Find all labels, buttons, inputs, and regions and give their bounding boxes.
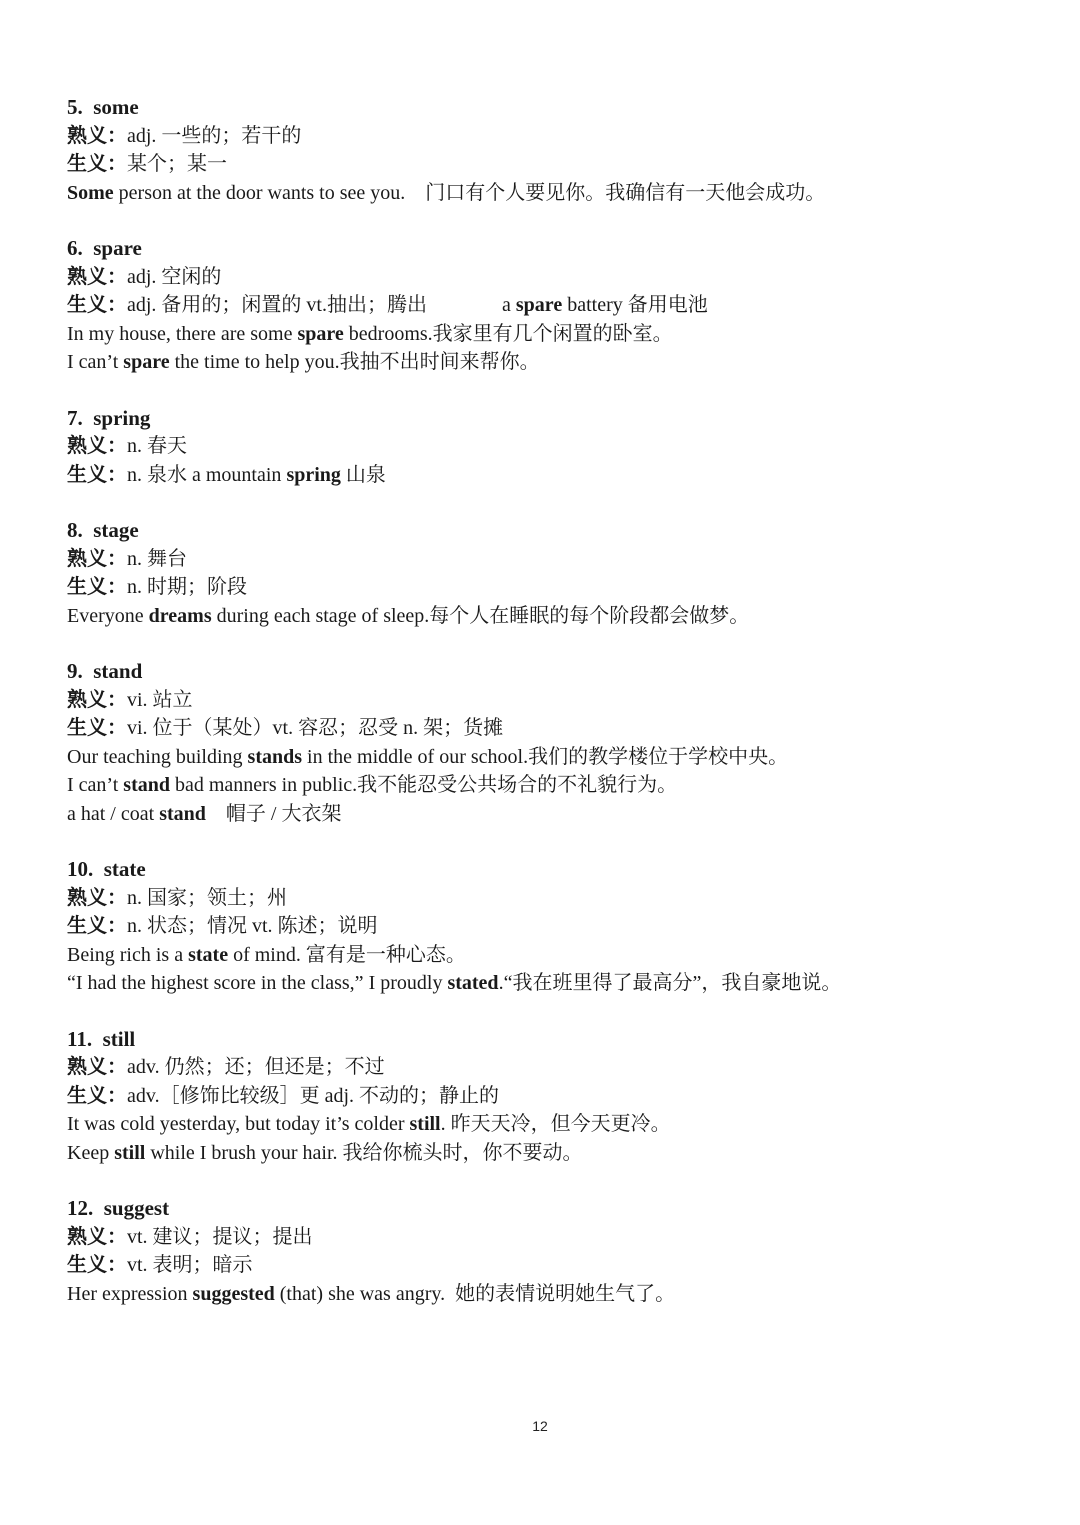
rare-meaning-line xyxy=(67,1082,1027,1111)
common-meaning-label: 熟义： xyxy=(67,435,127,457)
rare-meaning-label: 生义： xyxy=(67,153,127,175)
highlighted-word: Some xyxy=(67,181,114,204)
rare-meaning-line xyxy=(67,1251,1027,1280)
common-meaning-line xyxy=(67,1053,1027,1082)
rare-meaning-label: 生义： xyxy=(67,717,127,739)
example-text: person at the door wants to see you. 门口有个人要见你。我确信有一天他会成功。 xyxy=(113,181,826,204)
rare-meaning-text: vt. 表明；暗示 xyxy=(127,1254,253,1276)
rare-meaning-line xyxy=(67,291,1027,320)
highlighted-word: still xyxy=(409,1113,441,1135)
common-meaning-text: vi. 站立 xyxy=(127,688,193,711)
common-meaning-line xyxy=(67,432,1027,461)
example-text: during each stage of sleep.每个人在睡眠的每个阶段都会做梦。 xyxy=(211,604,750,627)
vocab-entry xyxy=(67,657,1027,828)
example-text: 帽子 / 大衣架 xyxy=(205,802,342,825)
highlighted-word: spare xyxy=(297,322,344,345)
rare-meaning-line xyxy=(67,461,1027,490)
entry-headword: 11. still xyxy=(67,1026,136,1051)
highlighted-word: state xyxy=(188,943,229,966)
entry-headword: 9. stand xyxy=(67,659,143,683)
example-sentence xyxy=(67,320,1027,349)
example-text: battery 备用电池 xyxy=(562,294,708,316)
example-sentence xyxy=(67,348,1027,377)
rare-meaning-label: 生义： xyxy=(67,576,127,598)
common-meaning-label: 熟义： xyxy=(67,265,127,288)
highlighted-word: suggested xyxy=(192,1282,275,1305)
rare-meaning-text: n. 泉水 a mountain xyxy=(127,463,287,486)
common-meaning-text: vt. 建议；提议；提出 xyxy=(127,1225,313,1248)
highlighted-word: stand xyxy=(123,774,170,796)
entry-headword: 6. spare xyxy=(67,236,142,260)
example-text: I can’t xyxy=(67,774,124,796)
common-meaning-label: 熟义： xyxy=(67,688,127,711)
common-meaning-text: n. 春天 xyxy=(127,435,187,457)
vocab-entry xyxy=(67,1025,1027,1168)
example-text: I can’t xyxy=(67,351,124,373)
example-sentence xyxy=(67,1110,1027,1139)
common-meaning-line xyxy=(67,263,1027,292)
vocab-entry xyxy=(67,404,1027,490)
common-meaning-text: n. 舞台 xyxy=(127,547,187,570)
common-meaning-text: adj. 一些的；若干的 xyxy=(127,124,302,147)
common-meaning-text: adv. 仍然；还；但还是；不过 xyxy=(127,1056,385,1078)
vocab-entry xyxy=(67,93,1027,207)
example-text: a hat / coat xyxy=(67,802,160,825)
rare-meaning-label: 生义： xyxy=(67,463,127,486)
rare-meaning-text: adv.［修饰比较级］更 adj. 不动的；静止的 xyxy=(127,1084,500,1107)
common-meaning-label: 熟义： xyxy=(67,1056,127,1078)
example-text: “I had the highest score in the class,” I proudly xyxy=(67,972,448,994)
rare-meaning-line xyxy=(67,912,1027,941)
example-text: in the middle of our school.我们的教学楼位于学校中央。 xyxy=(302,745,789,768)
vocab-entry xyxy=(67,855,1027,998)
example-text: (that) she was angry. 她的表情说明她生气了。 xyxy=(274,1282,676,1305)
page-number: 12 xyxy=(532,1418,548,1434)
rare-meaning-text: n. 状态；情况 vt. 陈述；说明 xyxy=(127,915,378,937)
vocab-entry xyxy=(67,1194,1027,1308)
highlighted-word: spare xyxy=(123,351,170,373)
rare-meaning-line xyxy=(67,573,1027,602)
highlighted-word: still xyxy=(114,1141,146,1164)
example-sentence xyxy=(67,602,1027,631)
common-meaning-line xyxy=(67,884,1027,913)
example-text: 山泉 xyxy=(340,463,386,486)
entry-headword: 5. some xyxy=(67,95,139,119)
rare-meaning-label: 生义： xyxy=(67,1084,127,1107)
vocab-entry xyxy=(67,516,1027,630)
example-text: Our teaching building xyxy=(67,745,248,768)
entry-headword: 7. spring xyxy=(67,405,151,430)
rare-meaning-text: 某个；某一 xyxy=(127,153,227,175)
common-meaning-line xyxy=(67,545,1027,574)
example-text: It was cold yesterday, but today it’s colder xyxy=(67,1113,410,1135)
highlighted-word: dreams xyxy=(148,604,212,627)
highlighted-word: spring xyxy=(286,463,341,486)
highlighted-word: stated xyxy=(447,972,499,994)
example-text: a xyxy=(427,294,516,316)
common-meaning-line xyxy=(67,686,1027,715)
example-sentence xyxy=(67,1280,1027,1309)
vocabulary-list xyxy=(67,93,1027,1335)
example-sentence xyxy=(67,179,1027,208)
example-text: Keep xyxy=(67,1141,115,1164)
rare-meaning-line xyxy=(67,714,1027,743)
highlighted-word: spare xyxy=(515,294,563,316)
example-sentence xyxy=(67,800,1027,829)
entry-headword: 10. state xyxy=(67,857,146,881)
example-text: In my house, there are some xyxy=(67,322,298,345)
entry-headword: 12. suggest xyxy=(67,1196,170,1220)
example-sentence xyxy=(67,969,1027,998)
common-meaning-text: n. 国家；领土；州 xyxy=(127,886,287,909)
example-text: while I brush your hair. 我给你梳头时，你不要动。 xyxy=(145,1141,583,1164)
common-meaning-label: 熟义： xyxy=(67,886,127,909)
example-text: Being rich is a xyxy=(67,943,189,966)
example-text: .“我在班里得了最高分”，我自豪地说。 xyxy=(498,972,842,994)
common-meaning-line xyxy=(67,1223,1027,1252)
example-text: of mind. 富有是一种心态。 xyxy=(228,943,466,966)
example-text: . 昨天天冷，但今天更冷。 xyxy=(440,1113,671,1135)
rare-meaning-text: n. 时期；阶段 xyxy=(127,576,247,598)
example-text: Her expression xyxy=(67,1282,193,1305)
example-sentence xyxy=(67,941,1027,970)
example-text: bedrooms.我家里有几个闲置的卧室。 xyxy=(343,322,673,345)
common-meaning-label: 熟义： xyxy=(67,124,127,147)
rare-meaning-label: 生义： xyxy=(67,915,127,937)
entry-headword: 8. stage xyxy=(67,518,139,542)
common-meaning-label: 熟义： xyxy=(67,1225,127,1248)
example-sentence xyxy=(67,1139,1027,1168)
rare-meaning-label: 生义： xyxy=(67,1254,127,1276)
example-sentence xyxy=(67,771,1027,800)
vocab-entry xyxy=(67,234,1027,377)
common-meaning-line xyxy=(67,122,1027,151)
highlighted-word: stands xyxy=(247,745,303,768)
rare-meaning-text: adj. 备用的；闲置的 vt.抽出；腾出 xyxy=(127,294,427,316)
example-text: the time to help you.我抽不出时间来帮你。 xyxy=(169,351,540,373)
common-meaning-text: adj. 空闲的 xyxy=(127,265,222,288)
common-meaning-label: 熟义： xyxy=(67,547,127,570)
example-text: bad manners in public.我不能忍受公共场合的不礼貌行为。 xyxy=(169,774,678,796)
example-text: Everyone xyxy=(67,604,149,627)
rare-meaning-text: vi. 位于（某处）vt. 容忍；忍受 n. 架；货摊 xyxy=(127,717,504,739)
highlighted-word: stand xyxy=(159,802,206,825)
rare-meaning-label: 生义： xyxy=(67,294,127,316)
example-sentence xyxy=(67,743,1027,772)
rare-meaning-line xyxy=(67,150,1027,179)
